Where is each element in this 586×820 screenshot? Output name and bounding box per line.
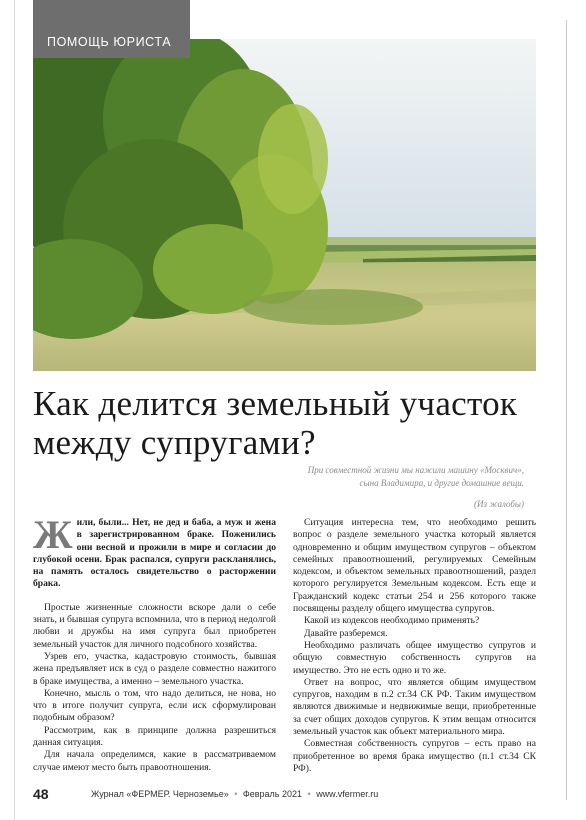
lead-text: или, были... Нет, не дед и баба, а муж и жена в зарегистрированном браке. Поженились они весной и прожили в мире и согласии до глубокой осени. Брак распался, супруги раскланялись, на память осталось свидетельство о расторжении брака. — [33, 517, 276, 590]
magazine-name: Журнал «ФЕРМЕР. Черноземье» — [91, 789, 229, 799]
page-footer — [33, 786, 533, 802]
headline-line-1: Как делится земельный участок — [33, 384, 518, 423]
epigraph-source: (Из жалобы) — [473, 499, 524, 509]
paragraph: Конечно, мысль о том, что надо делиться, не нова, но что в итоге получит супруга, если иск сформулирован подобным образом? — [33, 687, 276, 724]
website-link[interactable]: www.vfermer.ru — [316, 789, 379, 799]
article-headline — [33, 384, 553, 462]
lead-paragraph — [33, 512, 276, 591]
drop-cap: Ж — [33, 512, 73, 557]
paragraph: Какой из кодексов необходимо применять? — [304, 615, 480, 627]
epigraph-line-1: При совместной жизни мы нажили машину «Москвич», — [307, 465, 524, 475]
paragraph: Простые жизненные сложности вскоре дали о себе знать, и бывшая супруга вспомнила, что в период недолгой любви и дружбы на имя супруга был приобретен земельный участок для личного подсобного хозяйства. — [33, 601, 276, 650]
section-tab — [33, 0, 190, 58]
paragraph: Рассмотрим, как в принципе должна разрешиться данная ситуация. — [33, 724, 276, 749]
page-left-border — [14, 0, 15, 820]
page-right-border — [566, 20, 567, 800]
issue-date: Февраль 2021 — [242, 789, 302, 799]
section-label: ПОМОЩЬ ЮРИСТА — [47, 35, 172, 49]
headline-line-2: между супругами? — [33, 423, 316, 462]
paragraph: Узрев его, участка, кадастровую стоимость, бывшая жена предъявляет иск в суд о разделе совместно нажитого в браке имущества, а именно – земельного участка. — [33, 650, 276, 687]
paragraph: Ответ на вопрос, что является общим имуществом супругов, находим в п.2 ст.34 СК РФ. Таким имуществом являются движимые и недвижимые вещи, приобретенные за счет общих доходов супругов. К этим вещам относится земельный участок как объект материального мира. — [293, 676, 536, 738]
article-column-right — [293, 517, 536, 775]
separator: • — [234, 789, 238, 799]
footer-credits — [91, 789, 378, 799]
article-column-left — [33, 512, 276, 774]
epigraph — [264, 464, 524, 511]
paragraph: Совместная собственность супругов – есть право на приобретенное во время брака имущество (п.1 ст.34 СК РФ). — [293, 738, 536, 774]
paragraph: Необходимо различать общее имущество супругов и общую совместную собственность супругов на имущество. Это не есть одно и то же. — [293, 639, 536, 676]
paragraph: Ситуация интересна тем, что необходимо решить вопрос о разделе земельного участка который является одновременно и общим имуществом супругов – объектом семейных правоотношений, регулируемых Семейным кодексом, и объектом земельных правоотношений, раздел которого регулируется Земельным кодексом. Есть еще и Гражданский кодекс статьи 254 и 256 которого также посвящены разделу общего имущества супругов. — [293, 517, 536, 615]
epigraph-line-2: сына Владимира, и другие домашние вещи. — [359, 477, 524, 488]
page-number: 48 — [33, 786, 49, 802]
landscape-photo — [33, 39, 536, 371]
paragraph: Давайте разберемся. — [304, 627, 388, 639]
paragraph: Для начала определимся, какие в рассматриваемом случае имеют место быть правоотношения. — [33, 749, 276, 773]
separator: • — [307, 789, 311, 799]
